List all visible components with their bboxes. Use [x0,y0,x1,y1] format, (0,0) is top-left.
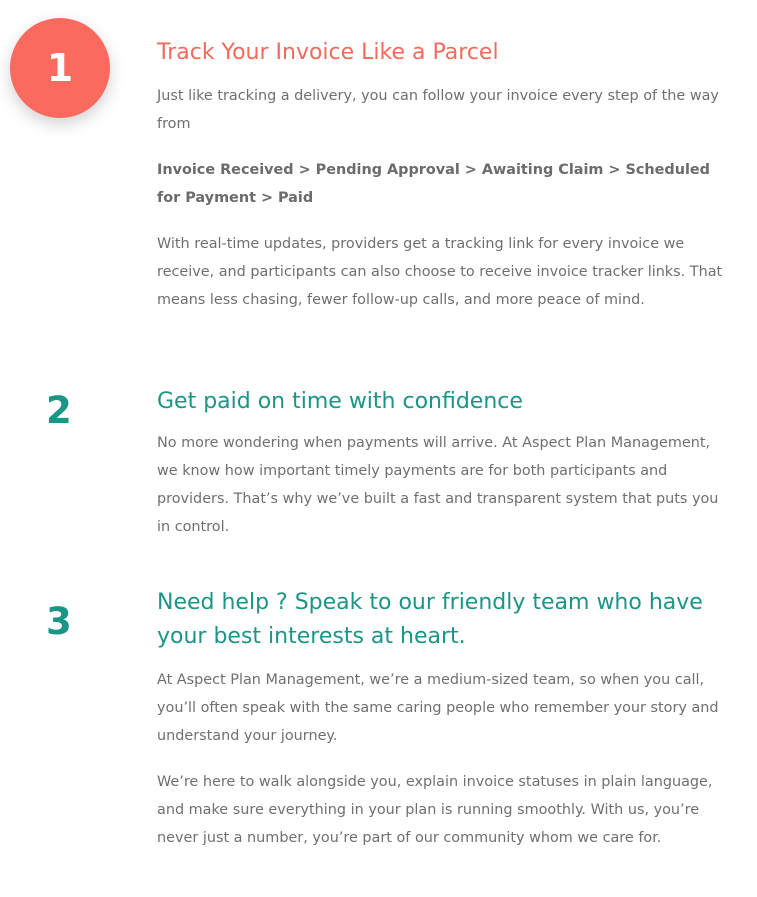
step-1-body-text: With real-time updates, providers get a tracking link for every invoice we receive, and participants can also choose to receive invoice tracker links. That means less chasing, fewer follow-up calls, and more peace of mind. [157,236,723,308]
step-1-content [157,36,735,314]
step-3-body-text: We’re here to walk alongside you, explain invoice statuses in plain language, and make sure everything in your plan is running smoothly. With us, you’re never just a number, you’re part of our community whom we care for. [157,774,713,846]
step-2-content [157,385,735,541]
step-3-content [157,586,735,852]
step-2-body-text: No more wondering when payments will arrive. At Aspect Plan Management, we know how important timely payments are for both participants and providers. That’s why we’ve built a fast and transparent system that puts you in control. [157,435,719,535]
step-1-title: Track Your Invoice Like a Parcel [157,40,499,65]
step-1-intro-text: Just like tracking a delivery, you can follow your invoice every step of the way from [157,88,719,132]
step-2-title: Get paid on time with confidence [157,389,523,414]
step-1-status-flow: Invoice Received > Pending Approval > Awaiting Claim > Scheduled for Payment > Paid [157,162,710,206]
step-2-number: 2 [46,389,72,432]
step-3-intro-text: At Aspect Plan Management, we’re a medium-sized team, so when you call, you’ll often speak with the same caring people who remember your story and understand your journey. [157,672,719,744]
step-3-title: Need help ? Speak to our friendly team who have your best interests at heart. [157,590,703,649]
step-3-number: 3 [46,600,72,643]
step-1-number-badge: 1 [10,18,110,118]
